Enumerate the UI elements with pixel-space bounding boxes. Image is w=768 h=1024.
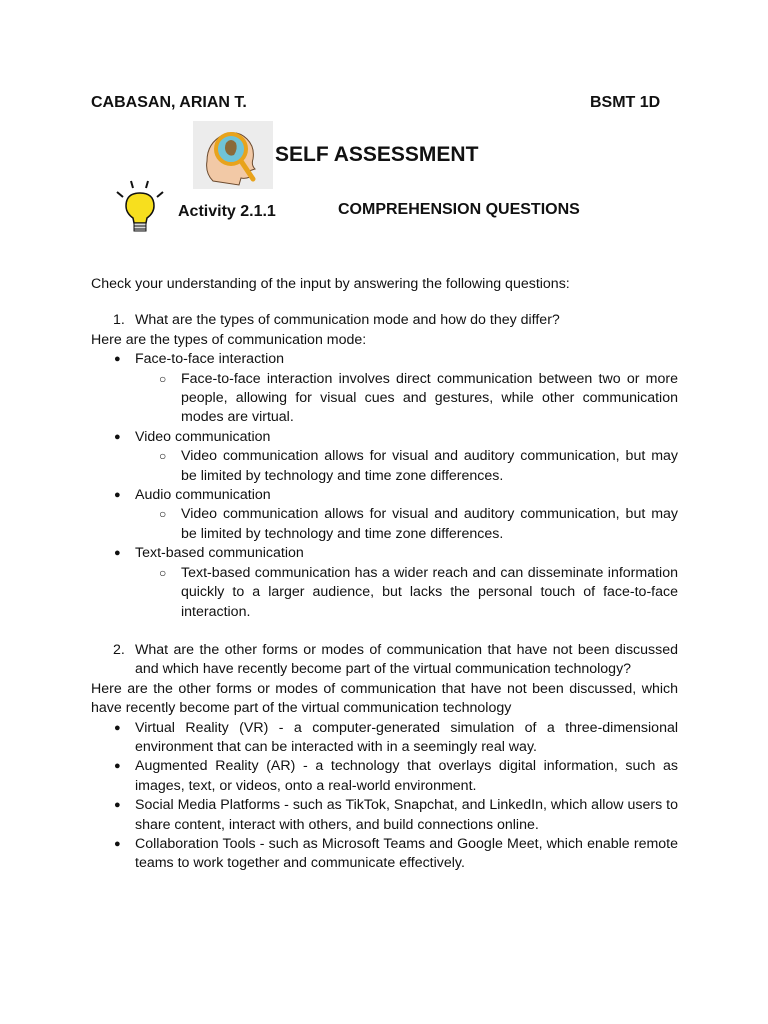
student-name: CABASAN, ARIAN T.: [91, 94, 247, 111]
document-body: [91, 275, 678, 874]
question-2: [91, 641, 678, 680]
list-item-detail: ○ Video communication allows for visual and auditory communication, but may be limited by technology and time zone differences.: [135, 447, 678, 486]
answer-1-intro: Here are the types of communication mode:: [91, 331, 367, 348]
list-item: ● Collaboration Tools - such as Microsoft Teams and Google Meet, which enable remote teams to work together and communicate effectively.: [91, 835, 678, 874]
list-item: ● Face-to-face interaction ○ Face-to-face interaction involves direct communication between two or more people, allowing for visual cues and gestures, while other communication modes are virtual.: [91, 350, 678, 428]
list-item: ● Audio communication ○ Video communication allows for visual and auditory communication, but may be limited by technology and time zone differences.: [91, 486, 678, 544]
list-item-detail: ○ Face-to-face interaction involves direct communication between two or more people, allowing for visual cues and gestures, while other communication modes are virtual.: [135, 370, 678, 428]
question-number: 2.: [113, 641, 125, 658]
virtual-communication-list: [91, 719, 678, 874]
question-1-text: 1. What are the types of communication mode and how do they differ?: [91, 311, 678, 330]
list-item-detail: ○ Video communication allows for visual and auditory communication, but may be limited by technology and time zone differences.: [135, 505, 678, 544]
head-magnifier-icon: [193, 121, 273, 189]
page-title: SELF ASSESSMENT: [275, 143, 479, 166]
light-bulb-icon: [113, 178, 168, 236]
list-item: ● Text-based communication ○ Text-based communication has a wider reach and can disseminate information quickly to a larger audience, but lacks the personal touch of face-to-face interaction.: [91, 544, 678, 622]
question-number: 1.: [113, 312, 125, 329]
answer-2-intro: Here are the other forms or modes of communication that have not been discussed, which have recently become part of the virtual communication technology: [91, 680, 678, 717]
list-item: ● Video communication ○ Video communication allows for visual and auditory communication, but may be limited by technology and time zone differences.: [91, 428, 678, 486]
list-item: ● Social Media Platforms - such as TikTok, Snapchat, and LinkedIn, which allow users to share content, interact with others, and build connections online.: [91, 796, 678, 835]
question-2-text: 2. What are the other forms or modes of communication that have not been discussed and which have recently become part of the virtual communication technology?: [113, 641, 678, 678]
activity-label: Activity 2.1.1: [178, 203, 276, 220]
communication-mode-list: [91, 350, 678, 622]
comprehension-heading: COMPREHENSION QUESTIONS: [338, 201, 580, 218]
instructions: Check your understanding of the input by answering the following questions:: [91, 276, 570, 292]
question-1: [91, 311, 678, 330]
list-item: ● Augmented Reality (AR) - a technology that overlays digital information, such as images, text, or videos, onto a real-world environment.: [91, 757, 678, 796]
student-section: BSMT 1D: [590, 94, 661, 111]
list-item: ● Virtual Reality (VR) - a computer-generated simulation of a three-dimensional environment that can be interacted with in a seemingly real way.: [91, 719, 678, 758]
list-item-detail: ○ Text-based communication has a wider reach and can disseminate information quickly to a larger audience, but lacks the personal touch of face-to-face interaction.: [135, 564, 678, 622]
